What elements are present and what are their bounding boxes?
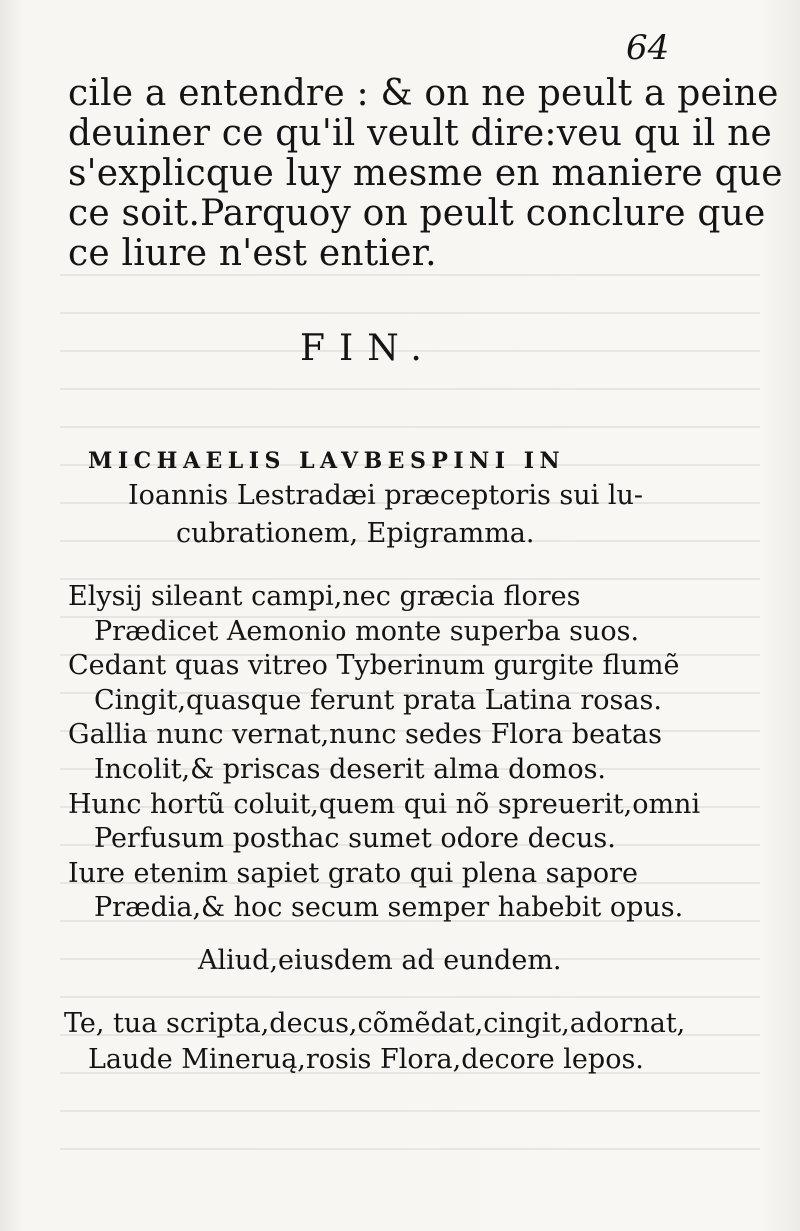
prose-line: cile a entendre : & on ne peult a peine xyxy=(68,73,779,114)
poem-line: Cingit,quasque ferunt prata Latina rosas. xyxy=(94,684,662,716)
epigram-heading: MICHAELIS LAVBESPINI IN xyxy=(88,448,566,474)
poem-line: Prædia,& hoc secum semper habebit opus. xyxy=(94,892,684,924)
prose-line: ce soit.Parquoy on peult conclure que xyxy=(68,193,766,234)
prose-line: ce liure n'est entier. xyxy=(68,233,437,274)
poem-line: Cedant quas vitreo Tyberinum gurgite flumẽ xyxy=(68,650,680,682)
epigram-poem xyxy=(68,580,708,926)
prose-line: s'explicque luy mesme en maniere que xyxy=(68,153,783,194)
epigram-subtitle-line1: Ioannis Lestradæi præceptoris sui lu- xyxy=(128,480,644,511)
aliud-heading: Aliud,eiusdem ad eundem. xyxy=(198,945,562,976)
final-line: Te, tua scripta,decus,cõmẽdat,cingit,adornat, xyxy=(64,1008,686,1039)
prose-line: deuiner ce qu'il veult dire:veu qu il ne xyxy=(68,113,773,154)
poem-line: Prædicet Aemonio monte superba suos. xyxy=(94,615,640,647)
poem-line: Perfusum posthac sumet odore decus. xyxy=(94,823,616,855)
poem-line: Iure etenim sapiet grato qui plena sapore xyxy=(68,857,639,889)
fin-heading: FIN. xyxy=(300,328,436,369)
poem-line: Incolit,& priscas deserit alma domos. xyxy=(94,753,607,785)
epigram-subtitle-line2: cubrationem, Epigramma. xyxy=(176,518,535,549)
final-line: Laude Mineruą,rosis Flora,decore lepos. xyxy=(88,1044,644,1075)
final-distich xyxy=(64,1006,685,1078)
poem-line: Elysij sileant campi,nec græcia flores xyxy=(68,581,581,612)
poem-line: Hunc hortũ coluit,quem qui nõ spreuerit,omni xyxy=(68,788,701,820)
poem-line: Gallia nunc vernat,nunc sedes Flora beatas xyxy=(68,719,662,751)
prose-paragraph xyxy=(68,73,783,274)
page-number: 64 xyxy=(626,28,670,68)
